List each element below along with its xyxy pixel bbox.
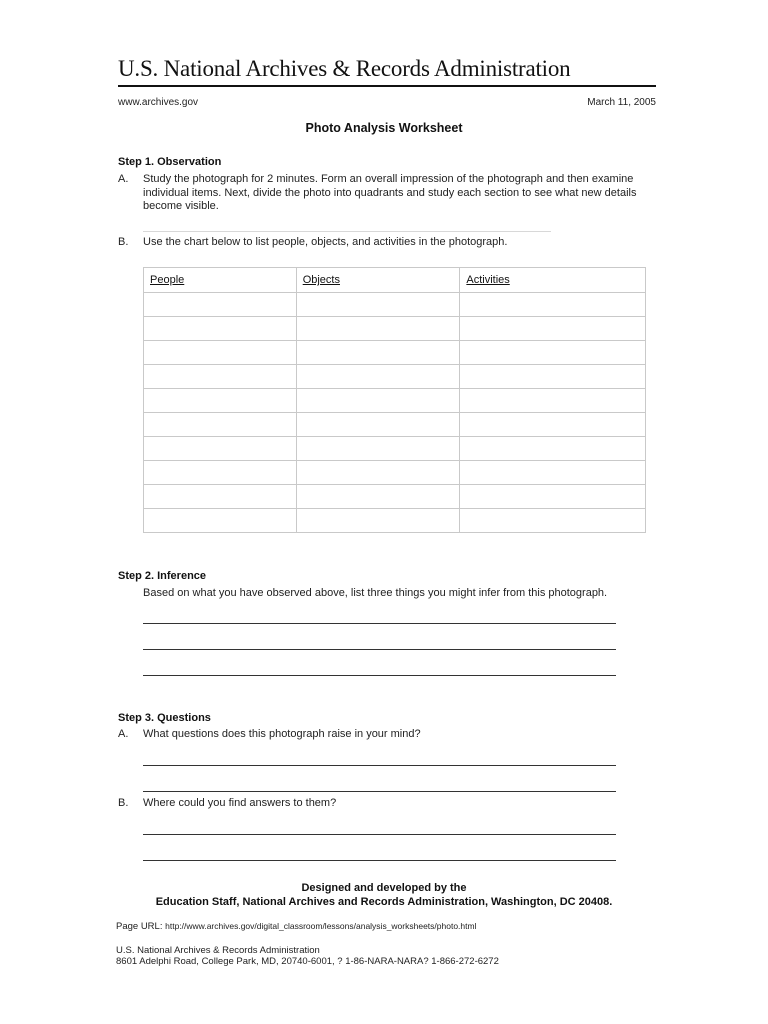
divider bbox=[143, 231, 551, 232]
answer-line[interactable] bbox=[143, 623, 616, 624]
table-cell[interactable] bbox=[460, 485, 646, 509]
step1-b-marker: B. bbox=[118, 236, 129, 248]
step3-a-text: What questions does this photograph raise in your mind? bbox=[143, 728, 421, 740]
masthead-rule bbox=[118, 85, 656, 87]
answer-line[interactable] bbox=[143, 791, 616, 792]
address-line-1: U.S. National Archives & Records Administration bbox=[116, 945, 320, 956]
table-cell[interactable] bbox=[144, 365, 297, 389]
table-cell[interactable] bbox=[296, 389, 460, 413]
column-header-people: People bbox=[144, 268, 297, 293]
table-cell[interactable] bbox=[460, 341, 646, 365]
website-url[interactable]: www.archives.gov bbox=[118, 97, 199, 108]
table-row bbox=[144, 317, 646, 341]
table-cell[interactable] bbox=[296, 317, 460, 341]
table-cell[interactable] bbox=[296, 509, 460, 533]
table-cell[interactable] bbox=[144, 317, 297, 341]
step2-heading: Step 2. Inference bbox=[118, 570, 207, 582]
table-cell[interactable] bbox=[460, 437, 646, 461]
table-cell[interactable] bbox=[144, 413, 297, 437]
table-row bbox=[144, 293, 646, 317]
table-cell[interactable] bbox=[296, 413, 460, 437]
table-cell[interactable] bbox=[460, 317, 646, 341]
step1-b-text: Use the chart below to list people, objects, and activities in the photograph. bbox=[143, 236, 508, 248]
table-cell[interactable] bbox=[460, 461, 646, 485]
answer-line[interactable] bbox=[143, 765, 616, 766]
table-cell[interactable] bbox=[296, 437, 460, 461]
table-cell[interactable] bbox=[460, 389, 646, 413]
credit-line-2: Education Staff, National Archives and Records Administration, Washington, DC 20408. bbox=[155, 896, 613, 908]
answer-line[interactable] bbox=[143, 860, 616, 861]
table-cell[interactable] bbox=[296, 485, 460, 509]
table-cell[interactable] bbox=[144, 461, 297, 485]
table-cell[interactable] bbox=[144, 509, 297, 533]
table-row bbox=[144, 365, 646, 389]
table-cell[interactable] bbox=[296, 461, 460, 485]
step3-b-text: Where could you find answers to them? bbox=[143, 797, 337, 809]
document-date: March 11, 2005 bbox=[587, 97, 656, 108]
table-cell[interactable] bbox=[144, 437, 297, 461]
page-url-line bbox=[116, 921, 476, 932]
credit-line-1: Designed and developed by the bbox=[301, 882, 467, 894]
table-row bbox=[144, 389, 646, 413]
page-url-label: Page URL: bbox=[116, 921, 163, 932]
masthead: U.S. National Archives & Records Administration bbox=[118, 56, 571, 81]
table-cell[interactable] bbox=[460, 365, 646, 389]
table-cell[interactable] bbox=[460, 293, 646, 317]
table-row bbox=[144, 461, 646, 485]
table-row bbox=[144, 485, 646, 509]
answer-line[interactable] bbox=[143, 675, 616, 676]
page-title: Photo Analysis Worksheet bbox=[305, 121, 463, 135]
table-cell[interactable] bbox=[144, 389, 297, 413]
page-url-link[interactable]: http://www.archives.gov/digital_classroom/lessons/analysis_worksheets/photo.html bbox=[165, 921, 477, 931]
step3-a-marker: A. bbox=[118, 728, 129, 740]
table-cell[interactable] bbox=[144, 485, 297, 509]
step1-a-marker: A. bbox=[118, 173, 129, 185]
observation-table bbox=[143, 267, 646, 533]
table-row bbox=[144, 413, 646, 437]
table-cell[interactable] bbox=[460, 509, 646, 533]
address-line-2: 8601 Adelphi Road, College Park, MD, 20740-6001, ? 1-86-NARA-NARA? 1-866-272-6272 bbox=[116, 956, 499, 967]
table-cell[interactable] bbox=[296, 341, 460, 365]
table-cell[interactable] bbox=[296, 365, 460, 389]
table-row bbox=[144, 509, 646, 533]
table-row bbox=[144, 341, 646, 365]
answer-line[interactable] bbox=[143, 649, 616, 650]
answer-line[interactable] bbox=[143, 834, 616, 835]
table-header-row bbox=[144, 268, 646, 293]
step1-heading: Step 1. Observation bbox=[118, 156, 222, 168]
table-cell[interactable] bbox=[460, 413, 646, 437]
step3-heading: Step 3. Questions bbox=[118, 712, 211, 724]
table-cell[interactable] bbox=[144, 341, 297, 365]
table-cell[interactable] bbox=[144, 293, 297, 317]
step3-b-marker: B. bbox=[118, 797, 129, 809]
table-cell[interactable] bbox=[296, 293, 460, 317]
table-row bbox=[144, 437, 646, 461]
step1-a-text: Study the photograph for 2 minutes. Form an overall impression of the photograph and then examine individual items. Next, divide the photo into quadrants and study each section to see what new details become visible. bbox=[143, 173, 637, 212]
step2-text: Based on what you have observed above, list three things you might infer from this photograph. bbox=[143, 587, 608, 599]
column-header-activities: Activities bbox=[460, 268, 646, 293]
column-header-objects: Objects bbox=[296, 268, 460, 293]
address-block bbox=[116, 945, 499, 967]
